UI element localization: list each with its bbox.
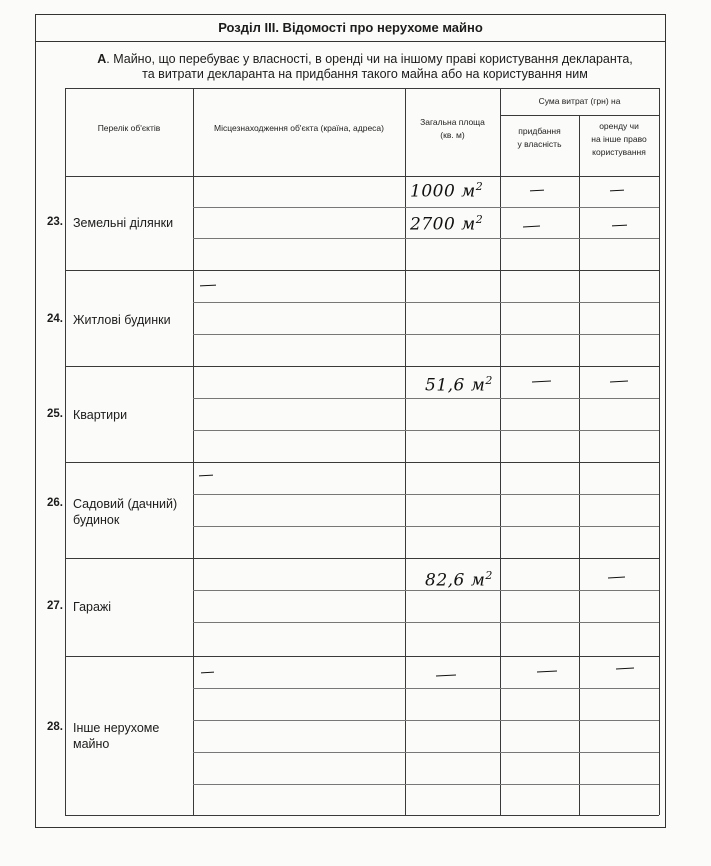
area-text: 1000 м [410, 181, 476, 202]
header-area-unit: (кв. м) [440, 130, 465, 140]
area-text: 2700 м [410, 214, 476, 235]
row-number-27: 27. [47, 600, 63, 612]
subsection-heading [60, 52, 670, 82]
area-superscript: 2 [485, 569, 493, 582]
row-number-28: 28. [47, 721, 63, 733]
row-label-other-property-line-1: Інше нерухоме [73, 721, 160, 735]
subrow-line [193, 784, 659, 785]
subrow-line [193, 526, 659, 527]
row-border-23 [65, 270, 659, 271]
row-border-27 [65, 656, 659, 657]
header-rent-line-1: оренду чи [599, 121, 639, 131]
header-bottom-border [65, 176, 659, 177]
row-number-26: 26. [47, 497, 63, 509]
subrow-line [193, 238, 659, 239]
area-superscript: 2 [475, 180, 484, 193]
row-number-23: 23. [47, 216, 63, 228]
row-label-other-property [73, 720, 191, 752]
subrow-line [193, 688, 659, 689]
col-border-purchase [579, 115, 580, 815]
col-border-left [65, 88, 66, 815]
handwritten-area-value [410, 180, 483, 202]
row-label-garden-house [73, 496, 191, 528]
row-label-garden-house-line-1: Садовий (дачний) [73, 497, 178, 511]
section-title: Розділ ІІІ. Відомості про нерухоме майно [35, 14, 666, 42]
row-label-houses: Житлові будинки [73, 313, 171, 327]
area-superscript: 2 [475, 213, 484, 226]
handwritten-area-value [410, 213, 483, 235]
subrow-line [193, 334, 659, 335]
handwritten-area-value [425, 374, 493, 396]
row-label-other-property-line-2: майно [73, 737, 110, 751]
row-label-garden-house-line-2: будинок [73, 513, 120, 527]
row-number-24: 24. [47, 313, 63, 325]
subsection-line-2: та витрати декларанта на придбання такого майна або на користування ним [142, 67, 588, 81]
row-border-25 [65, 462, 659, 463]
col-border-location [405, 88, 406, 815]
row-label-apartments: Квартири [73, 408, 128, 422]
area-text: 82,6 м [425, 570, 486, 591]
col-border-right [659, 88, 660, 815]
row-border-24 [65, 366, 659, 367]
subrow-line [193, 302, 659, 303]
header-purchase-line-1: придбання [518, 126, 561, 136]
header-rent-line-3: користування [592, 147, 646, 157]
area-text: 51,6 м [425, 375, 486, 396]
header-area-label: Загальна площа [420, 117, 485, 127]
subrow-line [193, 622, 659, 623]
header-location: Місцезнаходження об'єкта (країна, адреса) [214, 123, 384, 133]
row-label-land: Земельні ділянки [73, 216, 174, 230]
subrow-line [193, 398, 659, 399]
row-label-garages: Гаражі [73, 600, 112, 614]
handwritten-area-value [425, 569, 493, 591]
subsection-letter: А [97, 52, 107, 66]
table-bottom-border [65, 815, 659, 816]
col-border-objects [193, 88, 194, 815]
subsection-text-1: . Майно, що перебуває у власності, в оренді чи на іншому праві користування декларанта, [106, 52, 633, 66]
header-purchase [501, 125, 578, 151]
header-purchase-line-2: у власність [517, 139, 562, 149]
row-border-26 [65, 558, 659, 559]
col-border-area [500, 88, 501, 815]
header-rent [580, 120, 658, 159]
header-area [406, 116, 499, 142]
subrow-line [193, 720, 659, 721]
subrow-line [193, 494, 659, 495]
header-objects: Перелік об'єктів [97, 123, 161, 133]
header-expenses: Сума витрат (грн) на [538, 96, 621, 106]
subrow-line [193, 207, 659, 208]
area-superscript: 2 [485, 374, 493, 387]
subrow-line [193, 430, 659, 431]
subsection-line-1 [60, 52, 670, 67]
row-number-25: 25. [47, 408, 63, 420]
header-rent-line-2: на інше право [591, 134, 647, 144]
table-top-border [65, 88, 659, 89]
subrow-line [193, 752, 659, 753]
